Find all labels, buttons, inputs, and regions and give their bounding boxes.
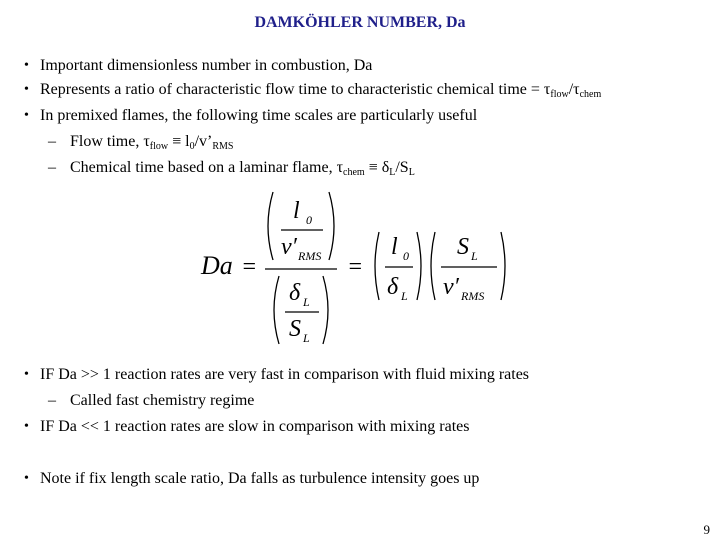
slide-title: DAMKÖHLER NUMBER, Da [254,14,466,31]
zero-sub: 0 [189,141,195,152]
eq-delta-sub: L [401,289,408,303]
l-sub: L [389,167,396,178]
dash: – [48,159,56,176]
paren-right [329,192,334,260]
paren-left [274,276,279,344]
bullet-marker: • [24,108,29,123]
slash: / [568,81,574,98]
damkohler-equation [195,188,515,348]
eq-equals: = [347,254,364,280]
bullet-premixed: In premixed flames, the following time scales are particularly useful [40,107,478,124]
dash: – [48,133,56,150]
eq-vrms: v′ [443,274,459,300]
equiv-text: ≡ δ [364,159,390,176]
bullet-marker: • [24,419,29,434]
paren-right [323,276,328,344]
eq-l0: l [293,198,300,224]
sub-item-chem-time [48,158,415,178]
eq-da: Da [201,251,233,280]
sub-item-text: Called fast chemistry regime [70,392,255,409]
eq-vrms-sub: RMS [461,289,485,303]
bullet-ratio [40,80,601,100]
tau-symbol: τ [336,159,344,176]
rest-text: /S [395,159,409,176]
tau-chem-sub: chem [579,89,602,100]
paren-right [417,232,421,300]
chem-sub: chem [343,167,365,178]
equiv-text: ≡ l [168,133,190,150]
bullet-da-greater: IF Da >> 1 reaction rates are very fast in comparison with fluid mixing rates [40,366,530,383]
bullet-important: Important dimensionless number in combustion, Da [40,57,373,74]
rest-text: /v’ [194,133,213,150]
eq-l0-sub: 0 [403,249,409,263]
eq-l0: l [391,234,398,260]
tau-symbol: τ [573,81,580,98]
l-sub: L [408,167,415,178]
eq-sl: S [457,234,469,260]
eq-sl-sub: L [471,249,478,263]
paren-left [431,232,435,300]
bullet-da-less: IF Da << 1 reaction rates are slow in comparison with mixing rates [40,418,470,435]
eq-sl: S [289,316,301,342]
bullet-marker: • [24,58,29,73]
eq-l0-sub: 0 [306,213,312,227]
eq-equals: = [241,254,258,280]
tau-symbol: τ [143,133,150,150]
eq-delta: δ [289,280,301,306]
sub-item-fast-chemistry [48,391,254,411]
sub-item-text: Flow time, [70,133,144,150]
bullet-marker: • [24,367,29,382]
rms-sub: RMS [212,141,234,152]
tau-flow-sub: flow [550,89,569,100]
eq-delta-sub: L [303,295,310,309]
dash: – [48,392,56,409]
eq-vrms: v′ [281,234,297,260]
tau-symbol: τ [543,81,551,98]
flow-sub: flow [149,141,169,152]
eq-delta: δ [387,274,399,300]
ratio-text: Represents a ratio of characteristic flow time to characteristic chemical time = [40,81,544,98]
sub-item-text: Chemical time based on a laminar flame, [70,159,337,176]
paren-left [268,192,273,260]
bullet-marker: • [24,82,29,97]
bullet-marker: • [24,471,29,486]
sub-item-flow-time [48,132,234,152]
paren-right [501,232,505,300]
page-number: 9 [703,522,710,537]
eq-sl-sub: L [303,331,310,345]
bullet-note: Note if fix length scale ratio, Da falls as turbulence intensity goes up [40,470,480,487]
eq-vrms-sub: RMS [298,249,322,263]
paren-left [375,232,379,300]
